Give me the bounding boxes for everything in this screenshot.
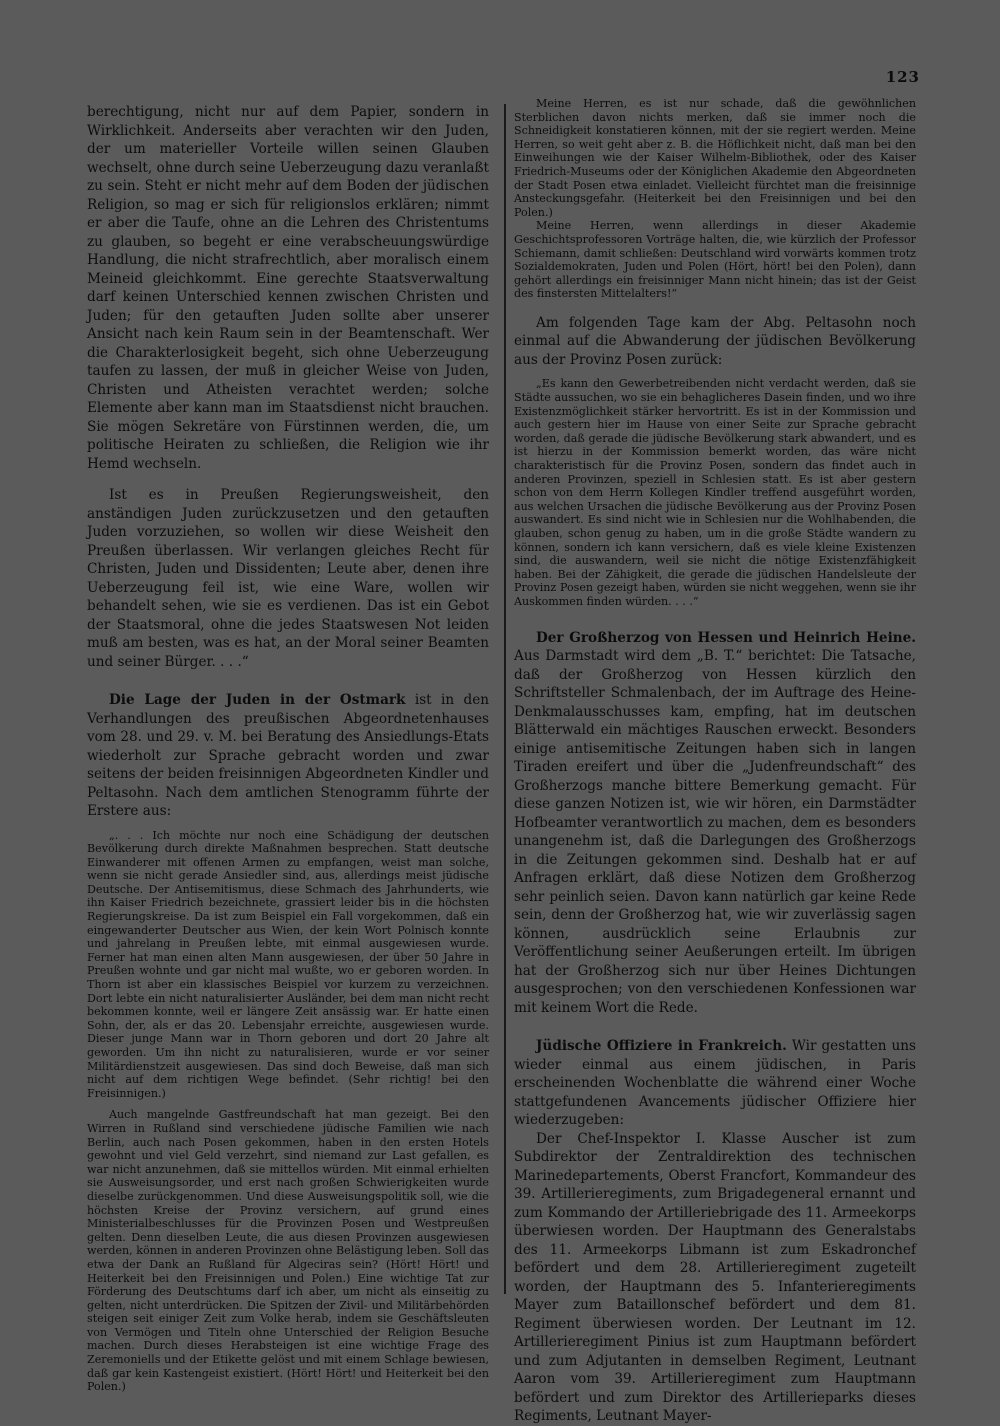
paragraph: berechtigung, nicht nur auf dem Papier, sondern in Wirklichkeit. Anderseits aber verachten wir den Juden, der um materieller Vorteile willen seinen Glauben wechselt, ohne durch seine Ueberzeugung dazu veranlaßt zu sein. Steht er nicht mehr auf dem Boden der jüdischen Religion, so mag er sich für religionslos erklären; nimmt er aber die Taufe, ohne an die Lehren des Christentums zu glauben, so begeht er eine verabscheuungswürdige Handlung, die nicht strafrechtlich, aber moralisch einem Meineid gleichkommt. Eine gerechte Staatsverwaltung darf keinen Unterschied kennen zwischen Christen und Juden; für den getauften Juden sollte aber unserer Ansicht nach kein Raum sein in der Beamtenschaft. Wer die Charakterlosigkeit begeht, sich ohne Ueberzeugung taufen zu lassen, der muß in gleicher Weise von Juden, Christen und Atheisten verachtet werden; solche Elemente aber kann man im Staatsdienst nicht brauchen. Sie mögen Sekretäre von Fürstinnen werden, die, um politische Heiraten zu schließen, die Religion wie ihr Hemd wechseln. bbox=[87, 104, 489, 472]
article-heading: Jüdische Offiziere in Frankreich. bbox=[536, 1038, 787, 1054]
article-paragraph bbox=[87, 691, 489, 821]
article-heading: Der Großherzog von Hessen und Heinrich Heine. bbox=[536, 629, 916, 646]
paragraph: Am folgenden Tage kam der Abg. Peltasohn noch einmal auf die Abwanderung der jüdischen Bevölkerung aus der Provinz Posen zurück: bbox=[514, 314, 916, 368]
quote-paragraph: Meine Herren, wenn allerdings in dieser Akademie Geschichtsprofessoren Vorträge halten, die, wie kürzlich der Professor Schiemann, damit schließen: Deutschland wird vorwärts kommen trotz Sozialdemokraten, Juden und Polen (Hört, hört! bei den Polen), dann gehört allerdings ein freisinniger Mann nicht hinein; das ist der Geist des finstersten Mittelalters!“ bbox=[514, 219, 916, 301]
article-text: Aus Darmstadt wird dem „B. T.“ berichtet: Die Tatsache, daß der Großherzog von Hessen kürzlich den Schriftsteller Schmalenbach, der im Auftrage des Heine-Denkmalausschusses kam, empfing, hat im deutschen Blätterwald ein mächtiges Rauschen erweckt. Besonders einige antisemitische Zeitungen haben sich in langen Tiraden ereifert und über die „Judenfreundschaft“ des Großherzogs manche bittere Bemerkung gemacht. Für diese ganzen Notizen ist, wie wir hören, ein Darmstädter Hofbeamter verantwortlich zu machen, dem es besonders unangenehm ist, daß die Darlegungen des Großherzogs in die Zeitungen gekommen sind. Deshalb hat er auf Anfragen erklärt, daß diese Notizen dem Großherzog sehr peinlich seien. Davon kann natürlich gar keine Rede sein, denn der Großherzog hat, wie wir zuverlässig sagen können, ausdrücklich seine Erlaubnis zur Veröffentlichung seiner Aeußerungen erteilt. Im übrigen hat der Großherzog sich nur über Heines Dichtungen ausgesprochen; von den verschiedenen Konfessionen war mit keinem Wort die Rede. bbox=[514, 648, 916, 1016]
right-column bbox=[514, 97, 917, 1424]
left-column bbox=[87, 103, 490, 1394]
paragraph: Ist es in Preußen Regierungsweisheit, den anständigen Juden zurückzusetzen und den getauften Juden vorzuziehen, so wollen wir diese Weisheit den Preußen überlassen. Wir verlangen gleiches Recht für Christen, Juden und Dissidenten; Leute aber, denen ihre Ueberzeugung feil ist, wie eine Ware, wollen wir behandelt sehen, wie sie es verdienen. Das ist ein Gebot der Staatsmoral, ohne die jedes Staatswesen Not leiden muß am besten, was es hat, an der Moral seiner Beamten und seiner Bürger. . . .“ bbox=[87, 487, 489, 670]
quote-paragraph: Auch mangelnde Gastfreundschaft hat man gezeigt. Bei den Wirren in Rußland sind verschiedene jüdische Familien wie nach Berlin, auch nach Posen gekommen, haben in den ersten Hotels gewohnt und viel Geld verzehrt, sind niemand zur Last gefallen, es war nicht anzunehmen, daß sie mittellos würden. Mit einmal erhielten sie Ausweisungsorder, und erst nach großen Schwierigkeiten wurde dieselbe zurückgenommen. Und diese Ausweisungspolitik soll, wie die höchsten Kreise der Provinz versichern, auf grund eines Ministerialbeschlusses für die Provinzen Posen und Westpreußen gelten. Denn dieselben Leute, die aus diesen Provinzen ausgewiesen werden, können in anderen Provinzen ohne Belästigung leben. Soll das etwa der Dank an Rußland für Algeciras sein? (Hört! Hört! und Heiterkeit bei den Freisinnigen und Polen.) Eine wichtige Tat zur Förderung des Deutschtums darf ich aber, um nicht als einseitig zu gelten, nicht unterdrücken. Die Spitzen der Zivil- und Militärbehörden steigen seit einiger Zeit zum Volke herab, indem sie Geschäftsleuten von Vermögen und Titeln ohne Unterschied der Religion Besuche machen. Durch dieses Herabsteigen ist eine wichtige Frage des Zeremoniells und der Etikette gelöst und mit einem Schlage bewiesen, daß gar kein Kastengeist existiert. (Hört! Hört! und Heiterkeit bei den Polen.) bbox=[87, 1108, 489, 1394]
column-divider bbox=[504, 104, 506, 1294]
paragraph: Der Chef-Inspektor I. Klasse Auscher ist zum Subdirektor der Zentraldirektion des technischen Marinedepartements, Oberst Francfort, Kommandeur des 39. Artillerieregiments, zum Brigadegeneral ernannt und zum Kommando der Artilleriebrigade des 11. Armeekorps überwiesen worden. Der Hauptmann des Generalstabs des 11. Armeekorps Libmann ist zum Eskadronchef befördert und dem 28. Artillerieregiment zugeteilt worden, der Hauptmann des 5. Infanterieregiments Mayer zum Bataillonschef befördert und dem 81. Regiment überwiesen worden. Der Leutnant im 12. Artillerieregiment Pinius ist zum Hauptmann befördert und zum Adjutanten in demselben Regiment, Leutnant Aaron vom 39. Artillerieregiment zum Hauptmann befördert und zum Direktor des Artillerieparks dieses Regiments, Leutnant Mayer- bbox=[514, 1130, 916, 1424]
quote-paragraph: „Es kann den Gewerbetreibenden nicht verdacht werden, daß sie Städte aussuchen, wo sie ein behaglicheres Dasein finden, und wo ihre Existenzmöglichkeit stärker hervortritt. Es ist in der Kommission und auch gestern hier im Hause von einer Seite zur Sprache gebracht worden, daß gerade die jüdische Bevölkerung stark abwandert, und es ist hierzu in der Kommission bemerkt worden, das wäre nicht charakteristisch für die Provinz Posen, sondern das findet auch in anderen Provinzen, speziell in Schlesien statt. Es ist aber gestern schon von dem Herrn Kollegen Kindler treffend ausgeführt worden, aus welchen Ursachen die jüdische Bevölkerung aus der Provinz Posen auswandert. Es sind nicht wie in Schlesien nur die Wohlhabenden, die glauben, schon genug zu haben, um in die große Städte wandern zu können, sondern ich kann versichern, daß es viele kleine Existenzen sind, die auswandern, weil sie nicht die nötige Existenzfähigkeit haben. Bei der Zähigkeit, die gerade die jüdischen Handelsleute der Provinz Posen gezeigt haben, würden sie nicht weggehen, wenn sie ihr Auskommen finden würden. . . .“ bbox=[514, 377, 916, 608]
article-paragraph bbox=[514, 1037, 916, 1130]
quote-paragraph: „. . . Ich möchte nur noch eine Schädigung der deutschen Bevölkerung durch direkte Maßnahmen besprechen. Statt deutsche Einwanderer mit offenen Armen zu empfangen, weist man solche, wenn sie nicht gerade Ansiedler sind, aus, allerdings meist jüdische Deutsche. Der Antisemitismus, diese Schmach des Jahrhunderts, wie ihn Kaiser Friedrich bezeichnete, grassiert leider bis in die höchsten Regierungskreise. Da ist zum Beispiel ein Fall vorgekommen, daß ein eingewanderter Deutscher aus Wien, der kein Wort Polnisch konnte und jahrelang in Preußen lebte, mit einmal ausgewiesen wurde. Ferner hat man einen alten Mann ausgewiesen, der über 50 Jahre in Preußen wohnte und gar nicht mal wußte, wo er geboren worden. In Thorn ist aber ein klassisches Beispiel vor kurzem zu verzeichnen. Dort lebte ein nicht naturalisierter Ausländer, bei dem man nicht recht bekommen konnte, weil er längere Zeit ansässig war. Er hatte einen Sohn, der, als er das 20. Lebensjahr erreichte, ausgewiesen wurde. Dieser junge Mann war in Thorn geboren und dort 20 Jahre alt geworden. Um ihn nicht zu naturalisieren, wurde er vor seiner Militärdienstzeit ausgewiesen. Das sind doch Beweise, daß man sich nicht auf dem richtigen Wege befindet. (Sehr richtig! bei den Freisinnigen.) bbox=[87, 828, 489, 1100]
article-heading: Die Lage der Juden in der Ostmark bbox=[109, 692, 406, 708]
page-number: 123 bbox=[885, 68, 920, 86]
article-text: Wir gestatten uns wieder einmal aus einem jüdischen, in Paris erscheinenden Wochenblatte die während einer Woche stattgefundenen Avancements jüdischer Offiziere hier wiederzugeben: bbox=[514, 1038, 917, 1128]
quote-paragraph: Meine Herren, es ist nur schade, daß die gewöhnlichen Sterblichen davon nichts merken, daß sie immer noch die Schneidigkeit konstatieren können, mit der sie regiert werden. Meine Herren, so weit geht aber z. B. die Höflichkeit nicht, daß man bei den Einweihungen wie der Kaiser Wilhelm-Bibliothek, oder des Kaiser Friedrich-Museums oder der Königlichen Akademie den Abgeordneten der Stadt Posen etwa einladet. Vielleicht fürchtet man die freisinnige Ansteckungsgefahr. (Heiterkeit bei den Freisinnigen und bei den Polen.) bbox=[514, 97, 916, 219]
article-paragraph bbox=[514, 629, 916, 1018]
article-text: ist in den Verhandlungen des preußischen Abgeordnetenhauses vom 28. und 29. v. M. bei Beratung des Ansiedlungs-Etats wiederholt zur Sprache gebracht worden und zwar seitens der beiden freisinnigen Abgeordneten Kindler und Peltasohn. Nach dem amtlichen Stenogramm führte der Erstere aus: bbox=[87, 692, 490, 819]
